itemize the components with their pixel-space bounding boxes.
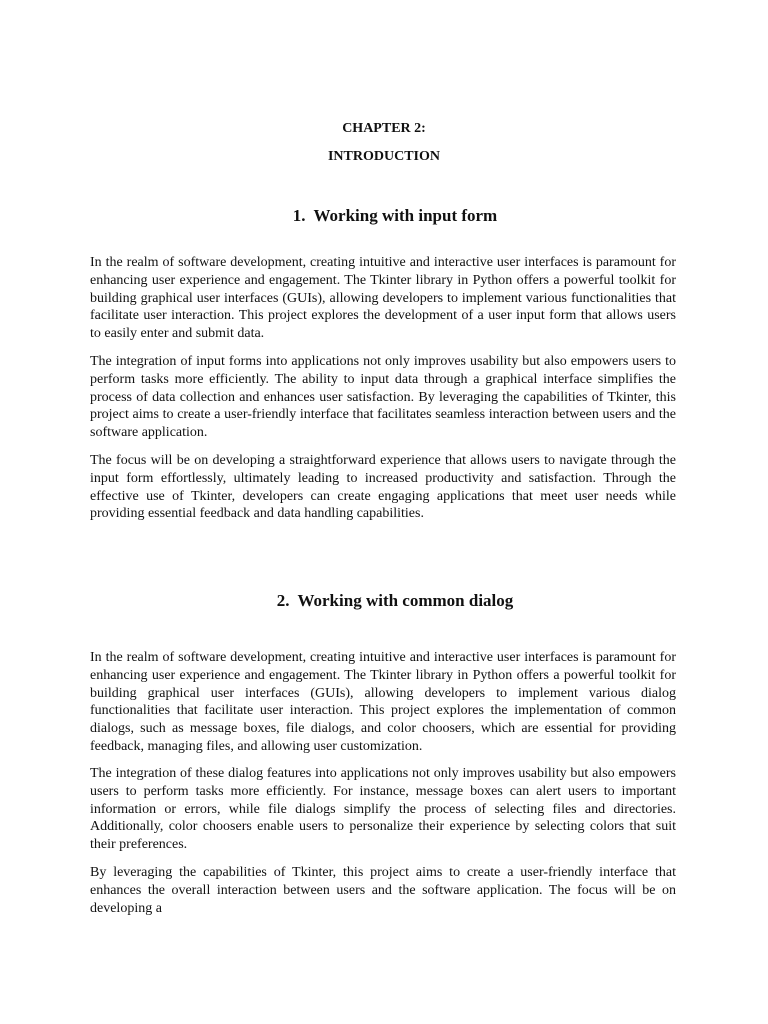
paragraph: In the realm of software development, creating intuitive and interactive user interfaces is paramount for enhancing user experience and engagement. The Tkinter library in Python offers a powerful toolkit for building graphical user interfaces (GUIs), allowing developers to implement various dialog functionalities that facilitate user interaction. This project explores the implementation of common dialogs, such as message boxes, file dialogs, and color choosers, which are essential for providing feedback, managing files, and allowing user customization. bbox=[90, 650, 676, 754]
section-heading-common-dialog bbox=[0, 591, 768, 611]
section-heading-input-form bbox=[0, 206, 768, 226]
section-title: Working with common dialog bbox=[297, 591, 514, 610]
section-number: 1. bbox=[292, 206, 306, 225]
paragraph: In the realm of software development, creating intuitive and interactive user interfaces is paramount for enhancing user experience and engagement. The Tkinter library in Python offers a powerful toolkit for building graphical user interfaces (GUIs), allowing developers to implement various functionalities that facilitate user interaction. This project explores the development of a user input form that allows users to easily enter and submit data. bbox=[90, 255, 676, 342]
paragraph: By leveraging the capabilities of Tkinter, this project aims to create a user-friendly interface that enhances the overall interaction between users and the software application. The focus will be on developing a bbox=[90, 865, 676, 916]
paragraph: The integration of these dialog features into applications not only improves usability but also empowers users to perform tasks more efficiently. For instance, message boxes can alert users to important information or errors, while file dialogs simplify the process of selecting files and directories. Additionally, color choosers enable users to personalize their experience by selecting colors that suit their preferences. bbox=[90, 766, 676, 853]
paragraph: The integration of input forms into applications not only improves usability but also empowers users to perform tasks more efficiently. The ability to input data through a graphical interface simplifies the process of data collection and enhances user satisfaction. By leveraging the capabilities of Tkinter, this project aims to create a user-friendly interface that facilitates seamless interaction between users and the software application. bbox=[90, 354, 676, 441]
section-number: 2. bbox=[276, 591, 290, 610]
paragraph: The focus will be on developing a straightforward experience that allows users to navigate through the input form effortlessly, ultimately leading to increased productivity and satisfaction. Through the effective use of Tkinter, developers can create engaging applications that meet user needs while providing essential feedback and data handling capabilities. bbox=[90, 453, 676, 522]
chapter-title: INTRODUCTION bbox=[327, 149, 440, 164]
section-title: Working with input form bbox=[313, 206, 498, 225]
chapter-number: CHAPTER 2: bbox=[342, 121, 426, 136]
